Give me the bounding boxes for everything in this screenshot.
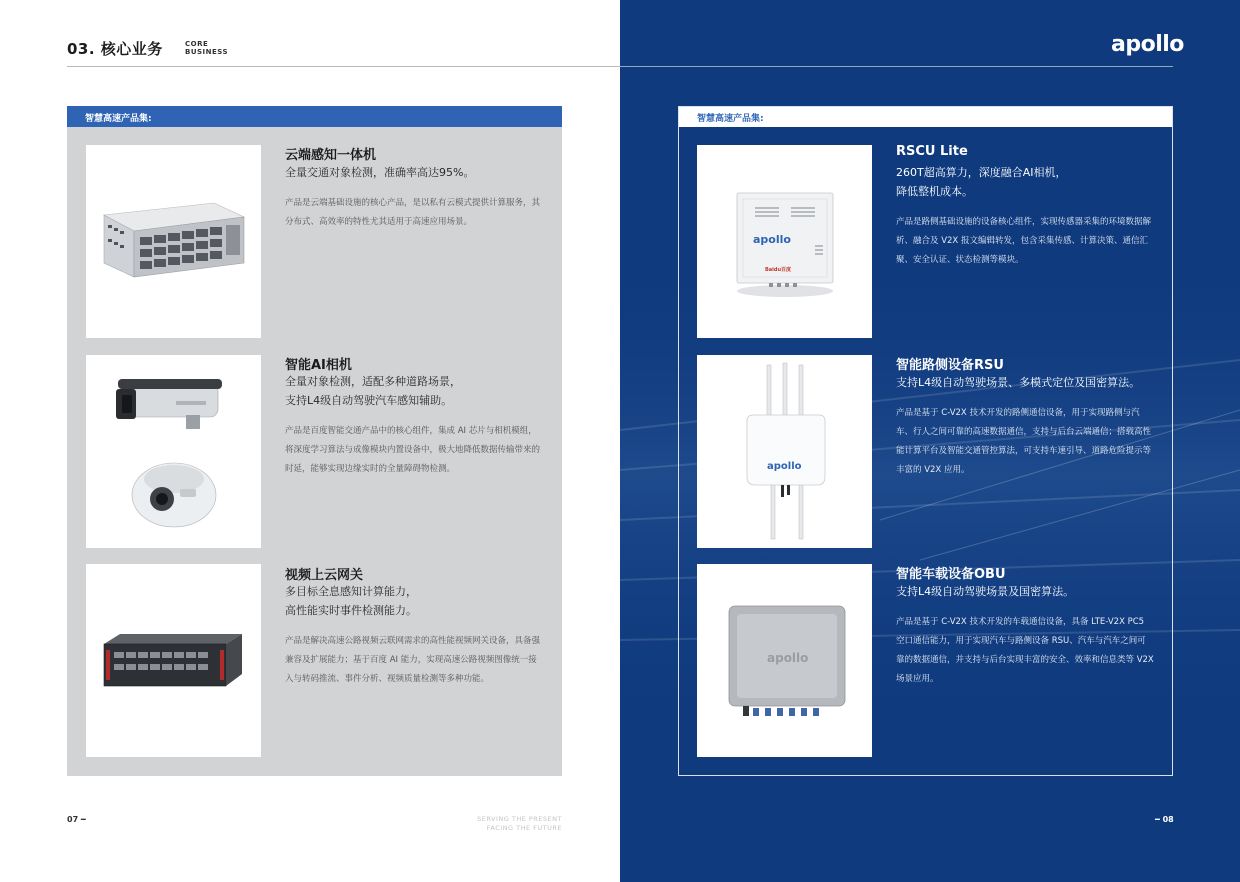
subtitle-line: 260T超高算力，深度融合AI相机， — [896, 166, 1067, 179]
top-divider — [620, 66, 1173, 67]
section-title: 03. 核心业务 — [67, 40, 163, 58]
subtitle-line: 支持L4级自动驾驶汽车感知辅助。 — [285, 394, 453, 407]
apollo-logo: apollo — [1111, 32, 1184, 57]
product-description: 产品是基于 C-V2X 技术开发的车载通信设备，具备 LTE-V2X PC5 空口通信能力，用于实现汽车与路侧设备 RSU、汽车与汽车之间可靠的数据通信，并支持与后台实现丰富的安全、效率和信息类等 V2X 场景应用。 — [896, 617, 1154, 684]
product-description: 产品是基于 C-V2X 技术开发的路侧通信设备，用于实现路侧与汽车、行人之间可靠的高速数据通信，支持与后台云端通信；搭载高性能计算平台及智能交通管控算法，可支持车速引导、道路危险提示等丰富的 V2X 应用。 — [896, 408, 1152, 475]
right-page — [620, 0, 1240, 882]
product-subtitle — [896, 373, 1171, 392]
product-image-video-gateway — [86, 564, 261, 757]
product-image-ai-camera — [86, 355, 261, 548]
top-divider — [67, 66, 620, 67]
rsu-image — [697, 355, 872, 548]
subtitle-line: 全量对象检测，适配多种道路场景， — [285, 375, 461, 388]
product-image-cloud-server — [86, 145, 261, 338]
product-title: 智能车载设备OBU — [896, 567, 1006, 582]
obu-image — [697, 564, 872, 757]
product-panel-left — [67, 106, 562, 776]
product-title: 视频上云网关 — [285, 568, 364, 583]
product-image-obu — [697, 564, 872, 757]
panel-header: 智慧高速产品集: — [67, 106, 562, 127]
product-subtitle — [285, 582, 550, 620]
rscu-brand: Baidu百度 — [765, 267, 792, 273]
product-title: RSCU Lite — [896, 144, 968, 159]
rsu-label: apollo — [767, 461, 802, 472]
product-description: 产品是解决高速公路视频云联网需求的高性能视频网关设备，具备强兼容及扩展能力；基于百度 AI 能力，实现高速公路视频图像统一接入与转码推流、事件分析、视频质量检测等多种功能。 — [285, 636, 541, 684]
product-title: 智能路侧设备RSU — [896, 358, 1004, 373]
tagline — [420, 815, 562, 833]
subtitle-line: 全量交通对象检测，准确率高达95%。 — [285, 166, 475, 179]
product-description: 产品是路侧基础设施的设备核心组件，实现传感器采集的环境数据解析、融合及 V2X 报文编辑转发，包含采集传感、计算决策、通信汇聚、安全认证、状态检测等模块。 — [896, 217, 1152, 265]
subtitle-line: 多目标全息感知计算能力， — [285, 585, 417, 598]
product-title: 智能AI相机 — [285, 358, 352, 373]
server-image — [86, 145, 261, 338]
product-subtitle — [285, 163, 550, 182]
product-panel-right — [678, 106, 1173, 776]
product-image-rsu — [697, 355, 872, 548]
subtitle-line: 支持L4级自动驾驶场景、多模式定位及国密算法。 — [896, 376, 1141, 389]
product-subtitle — [896, 582, 1161, 601]
rscu-label: apollo — [753, 233, 791, 246]
page-number-value: 08 — [1162, 815, 1174, 824]
subtitle-line: 降低整机成本。 — [896, 185, 973, 198]
tagline-line1: SERVING THE PRESENT — [477, 815, 562, 823]
page-number: 07 ━ — [67, 815, 86, 824]
tagline-line2: FACING THE FUTURE — [486, 824, 562, 832]
camera-image — [86, 355, 261, 548]
product-description: 产品是百度智能交通产品中的核心组件，集成 AI 芯片与相机模组，将深度学习算法与成像模块内置设备中，极大地降低数据传输带来的时延，能够实现边缘实时的全量障碍物检测。 — [285, 426, 541, 474]
subtitle-line: 高性能实时事件检测能力。 — [285, 604, 417, 617]
obu-label: apollo — [767, 651, 809, 665]
subtitle-line: 支持L4级自动驾驶场景及国密算法。 — [896, 585, 1075, 598]
page-number: ━ 08 — [1155, 815, 1174, 824]
product-image-rscu — [697, 145, 872, 338]
section-en-line1: CORE — [185, 40, 209, 48]
section-en-label — [185, 40, 228, 56]
panel-header: 智慧高速产品集: — [679, 107, 1172, 127]
product-title: 云端感知一体机 — [285, 148, 377, 163]
product-description: 产品是云端基础设施的核心产品，是以私有云模式提供计算服务，其分布式、高效率的特性尤其适用于高速应用场景。 — [285, 198, 541, 227]
product-subtitle — [285, 372, 550, 410]
rscu-image — [697, 145, 872, 338]
product-subtitle — [896, 163, 1161, 201]
page-number-value: 07 — [67, 815, 79, 824]
gateway-image — [86, 564, 261, 757]
section-en-line2: BUSINESS — [185, 48, 229, 56]
